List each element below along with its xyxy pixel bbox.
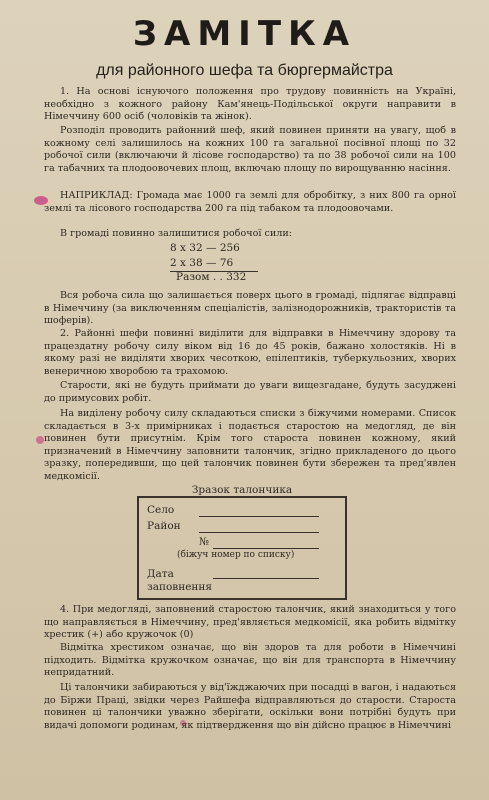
paragraph-remaining: В громаді повинно залишитися робочої сили: <box>60 228 292 239</box>
coupon-heading: Зразок талончика <box>191 484 293 496</box>
coupon-date-label: Дата <box>147 568 174 580</box>
coupon-sample <box>137 496 347 600</box>
paragraph-surplus: Вся робоча сила що залишається поверх цього в громаді, підлягає відправці в Німеччину (за виключенням спеціалістів, залізнодорожників, трактористів та шоферів). <box>44 290 456 327</box>
coupon-number-line <box>213 548 319 549</box>
paragraph-lists: На виділену робочу силу складаються списки з біжучими номерами. Список складається в 3-х примірниках і подається старостою на медогляд, де він повинен бути присутнім. Крім того староста повинен кожному, який призначений в Німеччину заповнити талончик, згідно прикладеного до цього зразку, попередивши, що цей талончик повинен бути збережен та пред'явлен медкомісії. <box>44 408 456 482</box>
coupon-village-label: Село <box>147 504 175 516</box>
coupon-filled-label: заповнення <box>147 581 213 593</box>
calc-total: Разом . . 332 <box>176 271 247 283</box>
coupon-district-label: Район <box>147 520 181 532</box>
paragraph-coupons: Ці талончики забираються у від'їжджаючих при посадці в вагон, і надаються до Біржи Праці, звідки через Райшефа відправляються до старости. Староста повинен ці талончики уважно зберігати, оскільки вони потрібні будуть при видачі допомоги родинам, як підтвердження що він дійсно працює в Німеччині <box>44 682 456 731</box>
coupon-number-note: (біжуч номер по списку) <box>177 550 295 560</box>
coupon-district-line <box>199 532 319 533</box>
coupon-date-line <box>213 578 319 579</box>
coupon-number-label: № <box>199 536 209 548</box>
paragraph-marks: Відмітка хрестиком означає, що він здоров та для роботи в Німеччині підходить. Відмітка кружочком означає, що він для транспорта в Німеччину непридатний. <box>44 642 456 679</box>
paragraph-4: 4. При медогляді, заповнений старостою талончик, який знаходиться у того що направляється в Німеччину, пред'являється медкомісії, яка робить відмітку хрестик (+) або кружочок (0) <box>44 604 456 641</box>
calc-line-1: 8 х 32 — 256 <box>170 242 240 254</box>
paragraph-starosty: Старости, які не будуть приймати до уваги вищезгадане, будуть засуджені до примусових робіт. <box>44 380 456 404</box>
document-subtitle: для районного шефа та бюргермайстра <box>96 62 393 79</box>
paragraph-distribution: Розподіл проводить районний шеф, який повинен приняти на увагу, щоб в кожному селі залишилось на кожних 100 га загальної посівної площі по 32 робочої сили (включаючи й лісове господарство) та по 38 робочої сили на 100 га табачних та плодоовочевих площ, включаю площу по вирощуванню насіння. <box>44 125 456 174</box>
document-title: ЗАМІТКА <box>132 14 357 54</box>
ink-stain <box>36 436 44 444</box>
paragraph-1: 1. На основі існуючого положення про трудову повинність на Україні, необхідно з кожного району Кам'янець-Подільської округи направити в Німеччину 600 осіб (чоловіків та жінок). <box>44 86 456 123</box>
paragraph-2: 2. Районні шефи повинні виділити для відправки в Німеччину здорову та працездатну робочу силу віком від 16 до 45 років, бажано холостяків. Ні в якому разі не виділяти хворих чесоткою, епілептиків, туберкульозних, хворих венеричною хворобою та трахомою. <box>44 328 456 377</box>
coupon-village-line <box>199 516 319 517</box>
paragraph-example: НАПРИКЛАД: Громада має 1000 га землі для обробітку, з них 800 га орної землі та лісового господарства 200 га під табаком та плодоовочами. <box>44 190 456 214</box>
calc-line-2: 2 х 38 — 76 <box>170 257 234 269</box>
